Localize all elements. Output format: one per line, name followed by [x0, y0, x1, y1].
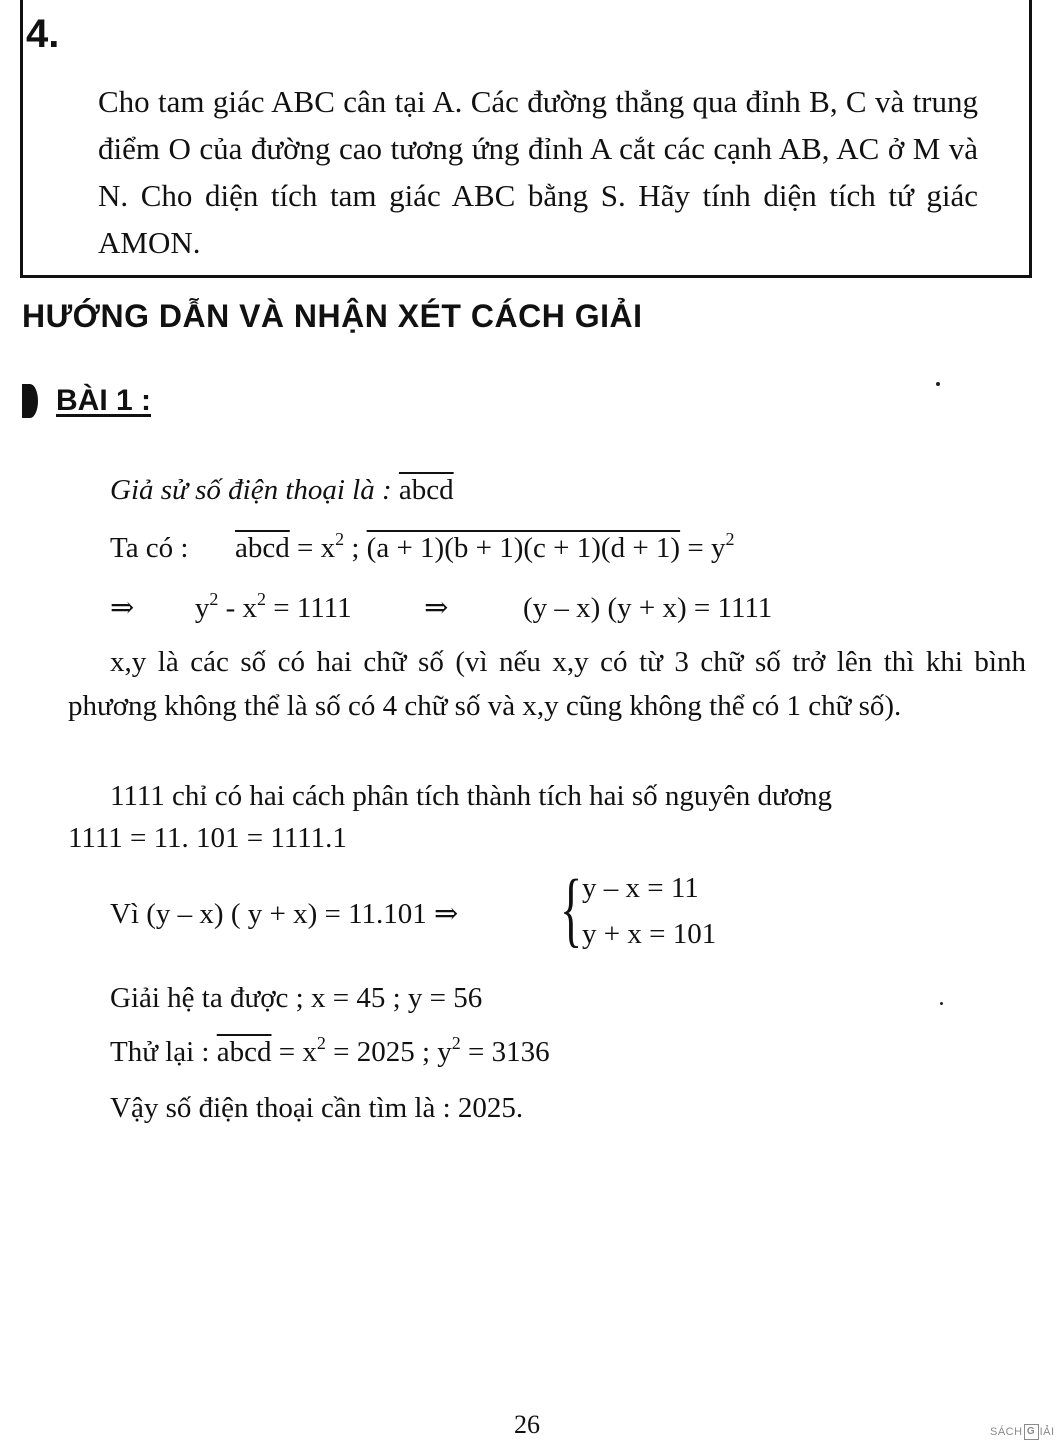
- check-line: [110, 1033, 550, 1069]
- check-label: Thử lại :: [110, 1036, 210, 1068]
- solve-line: Giải hệ ta được ; x = 45 ; y = 56: [110, 982, 483, 1014]
- system-eq-1: y – x = 11: [582, 872, 699, 904]
- scan-speck: [940, 1002, 943, 1005]
- page-number: 26: [514, 1410, 540, 1439]
- y-var: y: [194, 592, 210, 624]
- factor-line-2: 1111 = 11. 101 = 1111.1: [68, 822, 347, 854]
- watermark-logo-icon: G: [1024, 1424, 1039, 1440]
- solution-line-1: [110, 474, 454, 507]
- problem-number: 4.: [26, 12, 60, 56]
- check-eq-2: = 2025 ; y: [333, 1036, 452, 1068]
- abcd-overline: abcd: [398, 474, 454, 506]
- exp-x2: 2: [256, 589, 266, 609]
- abcd-overline-3: abcd: [216, 1036, 272, 1068]
- eq-x: = x: [297, 532, 336, 564]
- watermark-right: IẢI: [1039, 1426, 1055, 1438]
- solution-line-2: [110, 529, 735, 565]
- minus-x: - x: [225, 592, 257, 624]
- vi-line: Vì (y – x) ( y + x) = 11.101 ⇒: [110, 898, 459, 930]
- exp-x3: 2: [316, 1033, 326, 1053]
- bullet-marker-icon: [22, 384, 38, 418]
- system-brace: {: [560, 863, 583, 956]
- factor-line-1: 1111 chỉ có hai cách phân tích thành tích hai số nguyên dương: [110, 780, 833, 812]
- separator: ;: [351, 532, 360, 564]
- factored-equation: (y – x) (y + x) = 1111: [522, 592, 773, 624]
- ta-co-label: Ta có :: [110, 532, 189, 564]
- section-heading: HƯỚNG DẪN VÀ NHẬN XÉT CÁCH GIẢI: [22, 298, 643, 334]
- exp-y: 2: [725, 529, 735, 549]
- problem-text: Cho tam giác ABC cân tại A. Các đường thẳng qua đỉnh B, C và trung điểm O của đường cao tương ứng đỉnh A cắt các cạnh AB, AC ở M và N. Cho diện tích tam giác ABC bằng S. Hãy tính diện tích tứ giác AMON.: [98, 84, 978, 260]
- eq-y: = y: [687, 532, 726, 564]
- watermark-left: SÁCH: [990, 1426, 1023, 1438]
- exp-y2: 2: [209, 589, 219, 609]
- check-eq-3: = 3136: [468, 1036, 550, 1068]
- exp-y3: 2: [451, 1033, 461, 1053]
- bai-label: BÀI 1 :: [56, 384, 152, 417]
- scan-speck: [936, 382, 940, 386]
- conclusion-line: Vậy số điện thoại cần tìm là : 2025.: [110, 1092, 524, 1124]
- check-eq-1: = x: [278, 1036, 317, 1068]
- bai-heading: [22, 384, 151, 418]
- watermark: [990, 1424, 1055, 1440]
- solution-line-3: [110, 590, 772, 625]
- implies-arrow-2: ⇒: [424, 592, 449, 624]
- exp-x: 2: [335, 529, 345, 549]
- assumption-text: Giả sử số điện thoại là :: [110, 474, 392, 506]
- eq-1111: = 1111: [273, 592, 352, 624]
- implies-arrow: ⇒: [110, 592, 135, 624]
- product-overline: (a + 1)(b + 1)(c + 1)(d + 1): [366, 532, 681, 564]
- paragraph-digits: x,y là các số có hai chữ số (vì nếu x,y có từ 3 chữ số trở lên thì khi bình phương không thể là số có 4 chữ số và x,y cũng không thể có 1 chữ số).: [68, 646, 1026, 722]
- abcd-overline-2: abcd: [235, 532, 290, 564]
- system-eq-2: y + x = 101: [582, 918, 717, 950]
